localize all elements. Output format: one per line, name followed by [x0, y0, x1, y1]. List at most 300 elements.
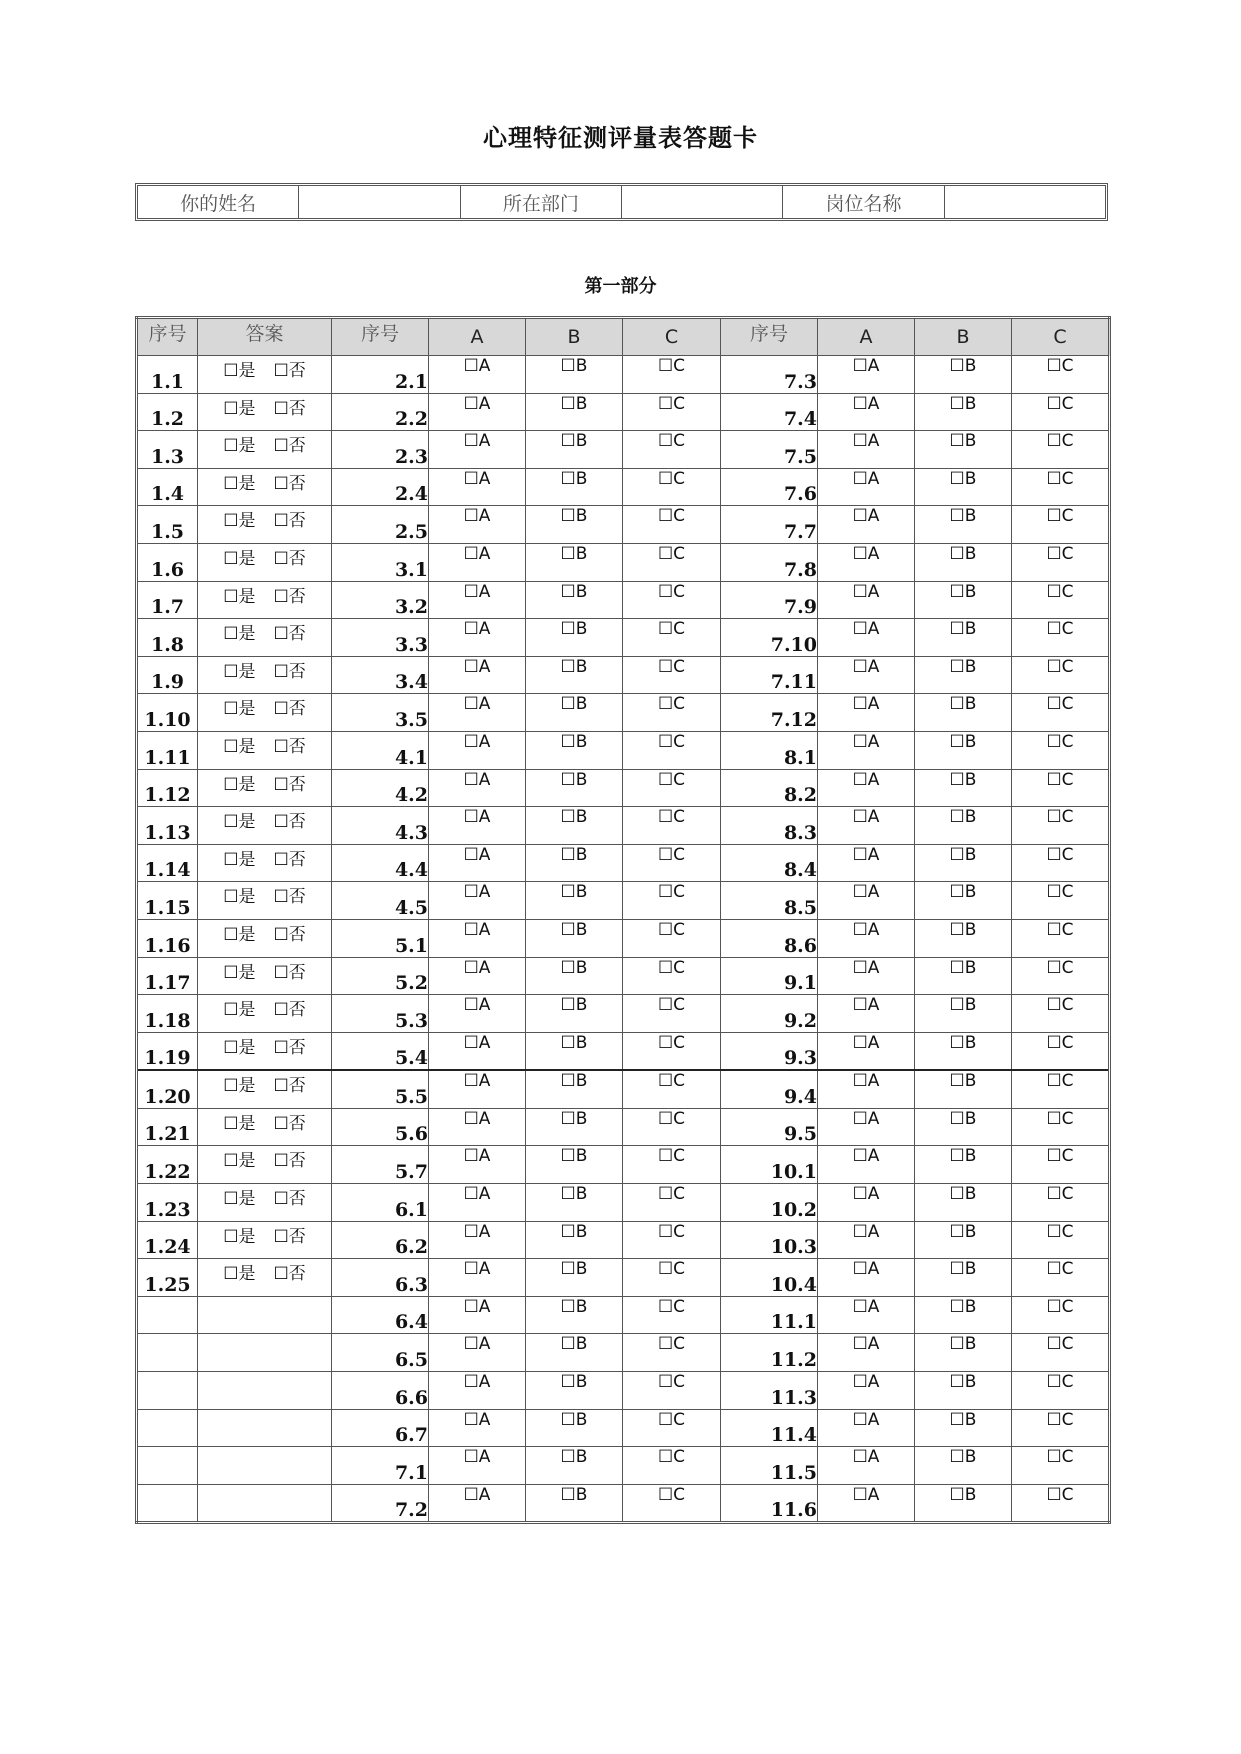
- question-number: 6.6: [332, 1372, 429, 1410]
- option-a-checkbox[interactable]: ☐A: [429, 844, 526, 882]
- yes-checkbox[interactable]: ☐是: [223, 586, 256, 607]
- position-field[interactable]: [945, 186, 1105, 218]
- option-b-checkbox[interactable]: ☐B: [915, 356, 1012, 394]
- option-c-checkbox[interactable]: ☐C: [623, 468, 721, 506]
- option-c-checkbox[interactable]: ☐C: [623, 543, 721, 581]
- yes-checkbox[interactable]: ☐是: [223, 361, 256, 381]
- option-a-checkbox[interactable]: ☐A: [429, 919, 526, 957]
- header-number: 序号: [721, 318, 818, 356]
- option-a-checkbox[interactable]: ☐A: [818, 1032, 915, 1070]
- option-c-checkbox[interactable]: ☐C: [1012, 619, 1110, 657]
- option-a-checkbox[interactable]: ☐A: [429, 1334, 526, 1372]
- option-a-checkbox[interactable]: ☐A: [429, 957, 526, 995]
- option-a-checkbox[interactable]: ☐A: [429, 543, 526, 581]
- option-b-checkbox[interactable]: ☐B: [526, 1334, 623, 1372]
- option-b-checkbox[interactable]: ☐B: [915, 581, 1012, 619]
- option-a-checkbox[interactable]: ☐A: [818, 506, 915, 544]
- no-checkbox[interactable]: ☐否: [273, 1226, 306, 1247]
- option-c-checkbox[interactable]: ☐C: [1012, 431, 1110, 469]
- option-b-checkbox[interactable]: ☐B: [915, 1032, 1012, 1070]
- option-b-checkbox[interactable]: ☐B: [526, 1296, 623, 1334]
- table-row: [137, 619, 1110, 657]
- option-b-checkbox[interactable]: ☐B: [915, 1221, 1012, 1259]
- table-row: [137, 995, 1110, 1033]
- no-checkbox[interactable]: ☐否: [273, 1113, 306, 1134]
- yes-checkbox[interactable]: ☐是: [223, 924, 256, 945]
- option-a-checkbox[interactable]: ☐A: [818, 393, 915, 431]
- option-b-checkbox[interactable]: ☐B: [526, 656, 623, 694]
- no-checkbox[interactable]: ☐否: [273, 1189, 306, 1210]
- option-b-checkbox[interactable]: ☐B: [526, 1221, 623, 1259]
- yes-checkbox[interactable]: ☐是: [223, 1189, 256, 1210]
- no-checkbox[interactable]: ☐否: [273, 511, 306, 532]
- option-c-checkbox[interactable]: ☐C: [623, 581, 721, 619]
- no-checkbox[interactable]: ☐否: [273, 624, 306, 645]
- option-c-checkbox[interactable]: ☐C: [1012, 995, 1110, 1033]
- option-c-checkbox[interactable]: ☐C: [623, 694, 721, 732]
- option-c-checkbox[interactable]: ☐C: [623, 506, 721, 544]
- option-b-checkbox[interactable]: ☐B: [526, 431, 623, 469]
- question-number: 11.3: [721, 1372, 818, 1410]
- no-checkbox[interactable]: ☐否: [273, 1151, 306, 1172]
- option-c-checkbox[interactable]: ☐C: [1012, 543, 1110, 581]
- option-b-checkbox[interactable]: ☐B: [526, 356, 623, 394]
- question-number: 3.5: [332, 694, 429, 732]
- option-c-checkbox[interactable]: ☐C: [1012, 1409, 1110, 1447]
- option-a-checkbox[interactable]: ☐A: [429, 1184, 526, 1222]
- option-c-checkbox[interactable]: ☐C: [623, 844, 721, 882]
- option-a-checkbox[interactable]: ☐A: [818, 356, 915, 394]
- option-c-checkbox[interactable]: ☐C: [623, 1221, 721, 1259]
- option-b-checkbox[interactable]: ☐B: [526, 1259, 623, 1297]
- option-c-checkbox[interactable]: ☐C: [1012, 731, 1110, 769]
- question-number: 11.4: [721, 1409, 818, 1447]
- option-c-checkbox[interactable]: ☐C: [1012, 769, 1110, 807]
- option-b-checkbox[interactable]: ☐B: [915, 1484, 1012, 1523]
- header-number: 序号: [332, 318, 429, 356]
- table-row: [137, 506, 1110, 544]
- option-c-checkbox[interactable]: ☐C: [623, 1447, 721, 1485]
- no-checkbox[interactable]: ☐否: [273, 887, 306, 908]
- option-a-checkbox[interactable]: ☐A: [818, 919, 915, 957]
- yes-no-answer: [198, 619, 332, 657]
- option-a-checkbox[interactable]: ☐A: [818, 1184, 915, 1222]
- option-b-checkbox[interactable]: ☐B: [915, 1146, 1012, 1184]
- no-checkbox[interactable]: ☐否: [273, 1000, 306, 1021]
- question-number: 7.3: [721, 356, 818, 394]
- question-number: 1.16: [137, 919, 198, 957]
- option-b-checkbox[interactable]: ☐B: [526, 543, 623, 581]
- empty-cell: [137, 1447, 198, 1485]
- option-a-checkbox[interactable]: ☐A: [818, 1146, 915, 1184]
- question-number: 1.11: [137, 731, 198, 769]
- name-label: 你的姓名: [138, 186, 299, 218]
- option-c-checkbox[interactable]: ☐C: [1012, 882, 1110, 920]
- option-a-checkbox[interactable]: ☐A: [429, 1484, 526, 1523]
- option-c-checkbox[interactable]: ☐C: [623, 1070, 721, 1108]
- option-b-checkbox[interactable]: ☐B: [526, 1070, 623, 1108]
- option-b-checkbox[interactable]: ☐B: [526, 393, 623, 431]
- position-label: 岗位名称: [783, 186, 944, 218]
- option-a-checkbox[interactable]: ☐A: [818, 694, 915, 732]
- option-a-checkbox[interactable]: ☐A: [429, 995, 526, 1033]
- yes-checkbox[interactable]: ☐是: [223, 624, 256, 645]
- yes-checkbox[interactable]: ☐是: [223, 1000, 256, 1021]
- option-c-checkbox[interactable]: ☐C: [623, 1334, 721, 1372]
- no-checkbox[interactable]: ☐否: [273, 699, 306, 720]
- question-number: 1.4: [137, 468, 198, 506]
- no-checkbox[interactable]: ☐否: [273, 1076, 306, 1097]
- option-a-checkbox[interactable]: ☐A: [818, 468, 915, 506]
- no-checkbox[interactable]: ☐否: [273, 774, 306, 795]
- option-c-checkbox[interactable]: ☐C: [1012, 1070, 1110, 1108]
- option-c-checkbox[interactable]: ☐C: [1012, 356, 1110, 394]
- option-c-checkbox[interactable]: ☐C: [1012, 1296, 1110, 1334]
- no-checkbox[interactable]: ☐否: [273, 548, 306, 569]
- option-c-checkbox[interactable]: ☐C: [623, 957, 721, 995]
- yes-no-answer: [198, 656, 332, 694]
- option-a-checkbox[interactable]: ☐A: [429, 619, 526, 657]
- department-label: 所在部门: [461, 186, 622, 218]
- option-b-checkbox[interactable]: ☐B: [915, 731, 1012, 769]
- question-number: 4.4: [332, 844, 429, 882]
- option-b-checkbox[interactable]: ☐B: [915, 1070, 1012, 1108]
- yes-checkbox[interactable]: ☐是: [223, 661, 256, 682]
- option-b-checkbox[interactable]: ☐B: [915, 1296, 1012, 1334]
- option-b-checkbox[interactable]: ☐B: [526, 769, 623, 807]
- question-number: 10.1: [721, 1146, 818, 1184]
- table-row: [137, 656, 1110, 694]
- yes-no-answer: [198, 1184, 332, 1222]
- option-a-checkbox[interactable]: ☐A: [818, 807, 915, 845]
- yes-checkbox[interactable]: ☐是: [223, 1151, 256, 1172]
- option-a-checkbox[interactable]: ☐A: [818, 1259, 915, 1297]
- option-c-checkbox[interactable]: ☐C: [623, 1296, 721, 1334]
- option-b-checkbox[interactable]: ☐B: [526, 1146, 623, 1184]
- option-b-checkbox[interactable]: ☐B: [526, 919, 623, 957]
- option-b-checkbox[interactable]: ☐B: [526, 1372, 623, 1410]
- question-number: 5.5: [332, 1070, 429, 1108]
- department-field[interactable]: [622, 186, 783, 218]
- option-a-checkbox[interactable]: ☐A: [818, 1372, 915, 1410]
- yes-checkbox[interactable]: ☐是: [223, 1076, 256, 1097]
- empty-cell: [198, 1409, 332, 1447]
- option-b-checkbox[interactable]: ☐B: [915, 1334, 1012, 1372]
- option-a-checkbox[interactable]: ☐A: [429, 468, 526, 506]
- option-a-checkbox[interactable]: ☐A: [429, 1296, 526, 1334]
- option-c-checkbox[interactable]: ☐C: [1012, 506, 1110, 544]
- option-c-checkbox[interactable]: ☐C: [1012, 694, 1110, 732]
- question-number: 1.24: [137, 1221, 198, 1259]
- question-number: 7.5: [721, 431, 818, 469]
- option-b-checkbox[interactable]: ☐B: [915, 1184, 1012, 1222]
- option-c-checkbox[interactable]: ☐C: [1012, 468, 1110, 506]
- yes-checkbox[interactable]: ☐是: [223, 1037, 256, 1058]
- yes-checkbox[interactable]: ☐是: [223, 1264, 256, 1285]
- no-checkbox[interactable]: ☐否: [273, 812, 306, 833]
- yes-checkbox[interactable]: ☐是: [223, 1113, 256, 1134]
- option-c-checkbox[interactable]: ☐C: [1012, 1259, 1110, 1297]
- option-c-checkbox[interactable]: ☐C: [623, 1108, 721, 1146]
- option-a-checkbox[interactable]: ☐A: [818, 995, 915, 1033]
- yes-no-answer: [198, 1259, 332, 1297]
- question-number: 7.9: [721, 581, 818, 619]
- option-a-checkbox[interactable]: ☐A: [818, 1070, 915, 1108]
- option-a-checkbox[interactable]: ☐A: [429, 393, 526, 431]
- question-number: 1.23: [137, 1184, 198, 1222]
- option-a-checkbox[interactable]: ☐A: [429, 431, 526, 469]
- option-a-checkbox[interactable]: ☐A: [818, 1334, 915, 1372]
- option-a-checkbox[interactable]: ☐A: [429, 1259, 526, 1297]
- yes-checkbox[interactable]: ☐是: [223, 774, 256, 795]
- option-b-checkbox[interactable]: ☐B: [915, 844, 1012, 882]
- no-checkbox[interactable]: ☐否: [273, 661, 306, 682]
- option-c-checkbox[interactable]: ☐C: [623, 1259, 721, 1297]
- option-a-checkbox[interactable]: ☐A: [818, 844, 915, 882]
- option-a-checkbox[interactable]: ☐A: [429, 1372, 526, 1410]
- question-number: 4.2: [332, 769, 429, 807]
- table-row: [137, 1070, 1110, 1108]
- question-number: 1.13: [137, 807, 198, 845]
- option-b-checkbox[interactable]: ☐B: [915, 1409, 1012, 1447]
- question-number: 11.1: [721, 1296, 818, 1334]
- option-b-checkbox[interactable]: ☐B: [526, 694, 623, 732]
- option-c-checkbox[interactable]: ☐C: [1012, 844, 1110, 882]
- table-row: [137, 468, 1110, 506]
- option-b-checkbox[interactable]: ☐B: [915, 1108, 1012, 1146]
- option-b-checkbox[interactable]: ☐B: [915, 1259, 1012, 1297]
- option-a-checkbox[interactable]: ☐A: [429, 1070, 526, 1108]
- option-b-checkbox[interactable]: ☐B: [526, 619, 623, 657]
- option-c-checkbox[interactable]: ☐C: [623, 393, 721, 431]
- option-c-checkbox[interactable]: ☐C: [623, 619, 721, 657]
- table-row: [137, 1447, 1110, 1485]
- option-c-checkbox[interactable]: ☐C: [1012, 1108, 1110, 1146]
- option-b-checkbox[interactable]: ☐B: [915, 919, 1012, 957]
- option-b-checkbox[interactable]: ☐B: [915, 656, 1012, 694]
- option-a-checkbox[interactable]: ☐A: [429, 1108, 526, 1146]
- question-number: 5.7: [332, 1146, 429, 1184]
- option-a-checkbox[interactable]: ☐A: [818, 619, 915, 657]
- question-number: 1.15: [137, 882, 198, 920]
- option-a-checkbox[interactable]: ☐A: [818, 543, 915, 581]
- option-a-checkbox[interactable]: ☐A: [818, 769, 915, 807]
- question-number: 5.1: [332, 919, 429, 957]
- table-row: [137, 919, 1110, 957]
- yes-checkbox[interactable]: ☐是: [223, 736, 256, 757]
- option-c-checkbox[interactable]: ☐C: [623, 1372, 721, 1410]
- option-a-checkbox[interactable]: ☐A: [818, 957, 915, 995]
- option-b-checkbox[interactable]: ☐B: [526, 731, 623, 769]
- option-c-checkbox[interactable]: ☐C: [1012, 957, 1110, 995]
- option-b-checkbox[interactable]: ☐B: [526, 807, 623, 845]
- option-a-checkbox[interactable]: ☐A: [429, 1146, 526, 1184]
- option-c-checkbox[interactable]: ☐C: [1012, 1221, 1110, 1259]
- yes-checkbox[interactable]: ☐是: [223, 812, 256, 833]
- yes-no-answer: [198, 957, 332, 995]
- option-a-checkbox[interactable]: ☐A: [818, 1447, 915, 1485]
- yes-checkbox[interactable]: ☐是: [223, 849, 256, 870]
- option-c-checkbox[interactable]: ☐C: [623, 807, 721, 845]
- option-b-checkbox[interactable]: ☐B: [915, 393, 1012, 431]
- table-row: [137, 1108, 1110, 1146]
- option-c-checkbox[interactable]: ☐C: [623, 882, 721, 920]
- option-c-checkbox[interactable]: ☐C: [623, 731, 721, 769]
- no-checkbox[interactable]: ☐否: [273, 849, 306, 870]
- option-c-checkbox[interactable]: ☐C: [623, 1146, 721, 1184]
- option-c-checkbox[interactable]: ☐C: [1012, 1334, 1110, 1372]
- option-b-checkbox[interactable]: ☐B: [915, 995, 1012, 1033]
- question-number: 4.1: [332, 731, 429, 769]
- option-c-checkbox[interactable]: ☐C: [1012, 656, 1110, 694]
- yes-no-answer: [198, 1032, 332, 1070]
- table-row: [137, 1334, 1110, 1372]
- option-b-checkbox[interactable]: ☐B: [526, 1032, 623, 1070]
- no-checkbox[interactable]: ☐否: [273, 398, 306, 419]
- option-c-checkbox[interactable]: ☐C: [1012, 581, 1110, 619]
- option-c-checkbox[interactable]: ☐C: [1012, 1032, 1110, 1070]
- question-number: 1.10: [137, 694, 198, 732]
- option-b-checkbox[interactable]: ☐B: [526, 1409, 623, 1447]
- option-b-checkbox[interactable]: ☐B: [526, 844, 623, 882]
- option-a-checkbox[interactable]: ☐A: [429, 807, 526, 845]
- table-row: [137, 769, 1110, 807]
- option-a-checkbox[interactable]: ☐A: [429, 506, 526, 544]
- no-checkbox[interactable]: ☐否: [273, 1264, 306, 1285]
- option-b-checkbox[interactable]: ☐B: [915, 1447, 1012, 1485]
- yes-checkbox[interactable]: ☐是: [223, 436, 256, 457]
- option-c-checkbox[interactable]: ☐C: [623, 431, 721, 469]
- option-c-checkbox[interactable]: ☐C: [1012, 393, 1110, 431]
- question-number: 7.6: [721, 468, 818, 506]
- option-a-checkbox[interactable]: ☐A: [818, 656, 915, 694]
- option-b-checkbox[interactable]: ☐B: [526, 468, 623, 506]
- option-c-checkbox[interactable]: ☐C: [623, 656, 721, 694]
- yes-checkbox[interactable]: ☐是: [223, 1226, 256, 1247]
- option-b-checkbox[interactable]: ☐B: [526, 1108, 623, 1146]
- option-b-checkbox[interactable]: ☐B: [526, 1447, 623, 1485]
- no-checkbox[interactable]: ☐否: [273, 436, 306, 457]
- yes-checkbox[interactable]: ☐是: [223, 699, 256, 720]
- question-number: 1.8: [137, 619, 198, 657]
- question-number: 7.4: [721, 393, 818, 431]
- yes-checkbox[interactable]: ☐是: [223, 962, 256, 983]
- section-title: 第一部分: [584, 276, 657, 297]
- option-b-checkbox[interactable]: ☐B: [915, 882, 1012, 920]
- option-c-checkbox[interactable]: ☐C: [623, 1184, 721, 1222]
- option-c-checkbox[interactable]: ☐C: [1012, 807, 1110, 845]
- yes-checkbox[interactable]: ☐是: [223, 511, 256, 532]
- option-b-checkbox[interactable]: ☐B: [915, 769, 1012, 807]
- option-a-checkbox[interactable]: ☐A: [818, 431, 915, 469]
- no-checkbox[interactable]: ☐否: [273, 361, 306, 381]
- option-a-checkbox[interactable]: ☐A: [818, 1409, 915, 1447]
- option-c-checkbox[interactable]: ☐C: [1012, 919, 1110, 957]
- yes-no-answer: [198, 1146, 332, 1184]
- question-number: 1.1: [137, 356, 198, 394]
- option-a-checkbox[interactable]: ☐A: [429, 581, 526, 619]
- option-b-checkbox[interactable]: ☐B: [915, 543, 1012, 581]
- option-b-checkbox[interactable]: ☐B: [915, 1372, 1012, 1410]
- option-a-checkbox[interactable]: ☐A: [818, 1296, 915, 1334]
- option-b-checkbox[interactable]: ☐B: [915, 619, 1012, 657]
- option-c-checkbox[interactable]: ☐C: [623, 769, 721, 807]
- empty-cell: [137, 1372, 198, 1410]
- option-a-checkbox[interactable]: ☐A: [429, 1032, 526, 1070]
- question-number: 8.4: [721, 844, 818, 882]
- option-b-checkbox[interactable]: ☐B: [526, 995, 623, 1033]
- option-b-checkbox[interactable]: ☐B: [526, 581, 623, 619]
- no-checkbox[interactable]: ☐否: [273, 924, 306, 945]
- option-c-checkbox[interactable]: ☐C: [623, 1032, 721, 1070]
- option-b-checkbox[interactable]: ☐B: [915, 506, 1012, 544]
- option-a-checkbox[interactable]: ☐A: [818, 1221, 915, 1259]
- yes-no-answer: [198, 431, 332, 469]
- option-a-checkbox[interactable]: ☐A: [429, 769, 526, 807]
- option-c-checkbox[interactable]: ☐C: [623, 1484, 721, 1523]
- yes-checkbox[interactable]: ☐是: [223, 548, 256, 569]
- no-checkbox[interactable]: ☐否: [273, 962, 306, 983]
- no-checkbox[interactable]: ☐否: [273, 586, 306, 607]
- option-b-checkbox[interactable]: ☐B: [915, 431, 1012, 469]
- option-a-checkbox[interactable]: ☐A: [818, 1108, 915, 1146]
- option-a-checkbox[interactable]: ☐A: [429, 694, 526, 732]
- option-b-checkbox[interactable]: ☐B: [526, 882, 623, 920]
- no-checkbox[interactable]: ☐否: [273, 473, 306, 494]
- option-b-checkbox[interactable]: ☐B: [915, 957, 1012, 995]
- no-checkbox[interactable]: ☐否: [273, 1037, 306, 1058]
- empty-cell: [198, 1296, 332, 1334]
- option-c-checkbox[interactable]: ☐C: [1012, 1372, 1110, 1410]
- option-c-checkbox[interactable]: ☐C: [1012, 1184, 1110, 1222]
- question-number: 5.2: [332, 957, 429, 995]
- option-b-checkbox[interactable]: ☐B: [915, 468, 1012, 506]
- option-b-checkbox[interactable]: ☐B: [915, 694, 1012, 732]
- option-c-checkbox[interactable]: ☐C: [1012, 1484, 1110, 1523]
- option-a-checkbox[interactable]: ☐A: [429, 356, 526, 394]
- option-b-checkbox[interactable]: ☐B: [526, 957, 623, 995]
- option-a-checkbox[interactable]: ☐A: [429, 882, 526, 920]
- no-checkbox[interactable]: ☐否: [273, 736, 306, 757]
- option-a-checkbox[interactable]: ☐A: [818, 581, 915, 619]
- yes-checkbox[interactable]: ☐是: [223, 473, 256, 494]
- option-b-checkbox[interactable]: ☐B: [526, 1484, 623, 1523]
- option-a-checkbox[interactable]: ☐A: [818, 882, 915, 920]
- question-number: 7.12: [721, 694, 818, 732]
- option-a-checkbox[interactable]: ☐A: [818, 1484, 915, 1523]
- name-field[interactable]: [299, 186, 460, 218]
- option-a-checkbox[interactable]: ☐A: [429, 1409, 526, 1447]
- option-a-checkbox[interactable]: ☐A: [429, 1221, 526, 1259]
- option-c-checkbox[interactable]: ☐C: [1012, 1447, 1110, 1485]
- option-c-checkbox[interactable]: ☐C: [623, 356, 721, 394]
- option-c-checkbox[interactable]: ☐C: [623, 1409, 721, 1447]
- option-c-checkbox[interactable]: ☐C: [1012, 1146, 1110, 1184]
- option-a-checkbox[interactable]: ☐A: [429, 1447, 526, 1485]
- option-b-checkbox[interactable]: ☐B: [526, 506, 623, 544]
- option-a-checkbox[interactable]: ☐A: [818, 731, 915, 769]
- page-title: 心理特征测评量表答题卡: [483, 123, 758, 152]
- option-b-checkbox[interactable]: ☐B: [526, 1184, 623, 1222]
- option-a-checkbox[interactable]: ☐A: [429, 731, 526, 769]
- option-c-checkbox[interactable]: ☐C: [623, 919, 721, 957]
- option-a-checkbox[interactable]: ☐A: [429, 656, 526, 694]
- question-number: 1.7: [137, 581, 198, 619]
- option-c-checkbox[interactable]: ☐C: [623, 995, 721, 1033]
- yes-checkbox[interactable]: ☐是: [223, 887, 256, 908]
- yes-checkbox[interactable]: ☐是: [223, 398, 256, 419]
- option-b-checkbox[interactable]: ☐B: [915, 807, 1012, 845]
